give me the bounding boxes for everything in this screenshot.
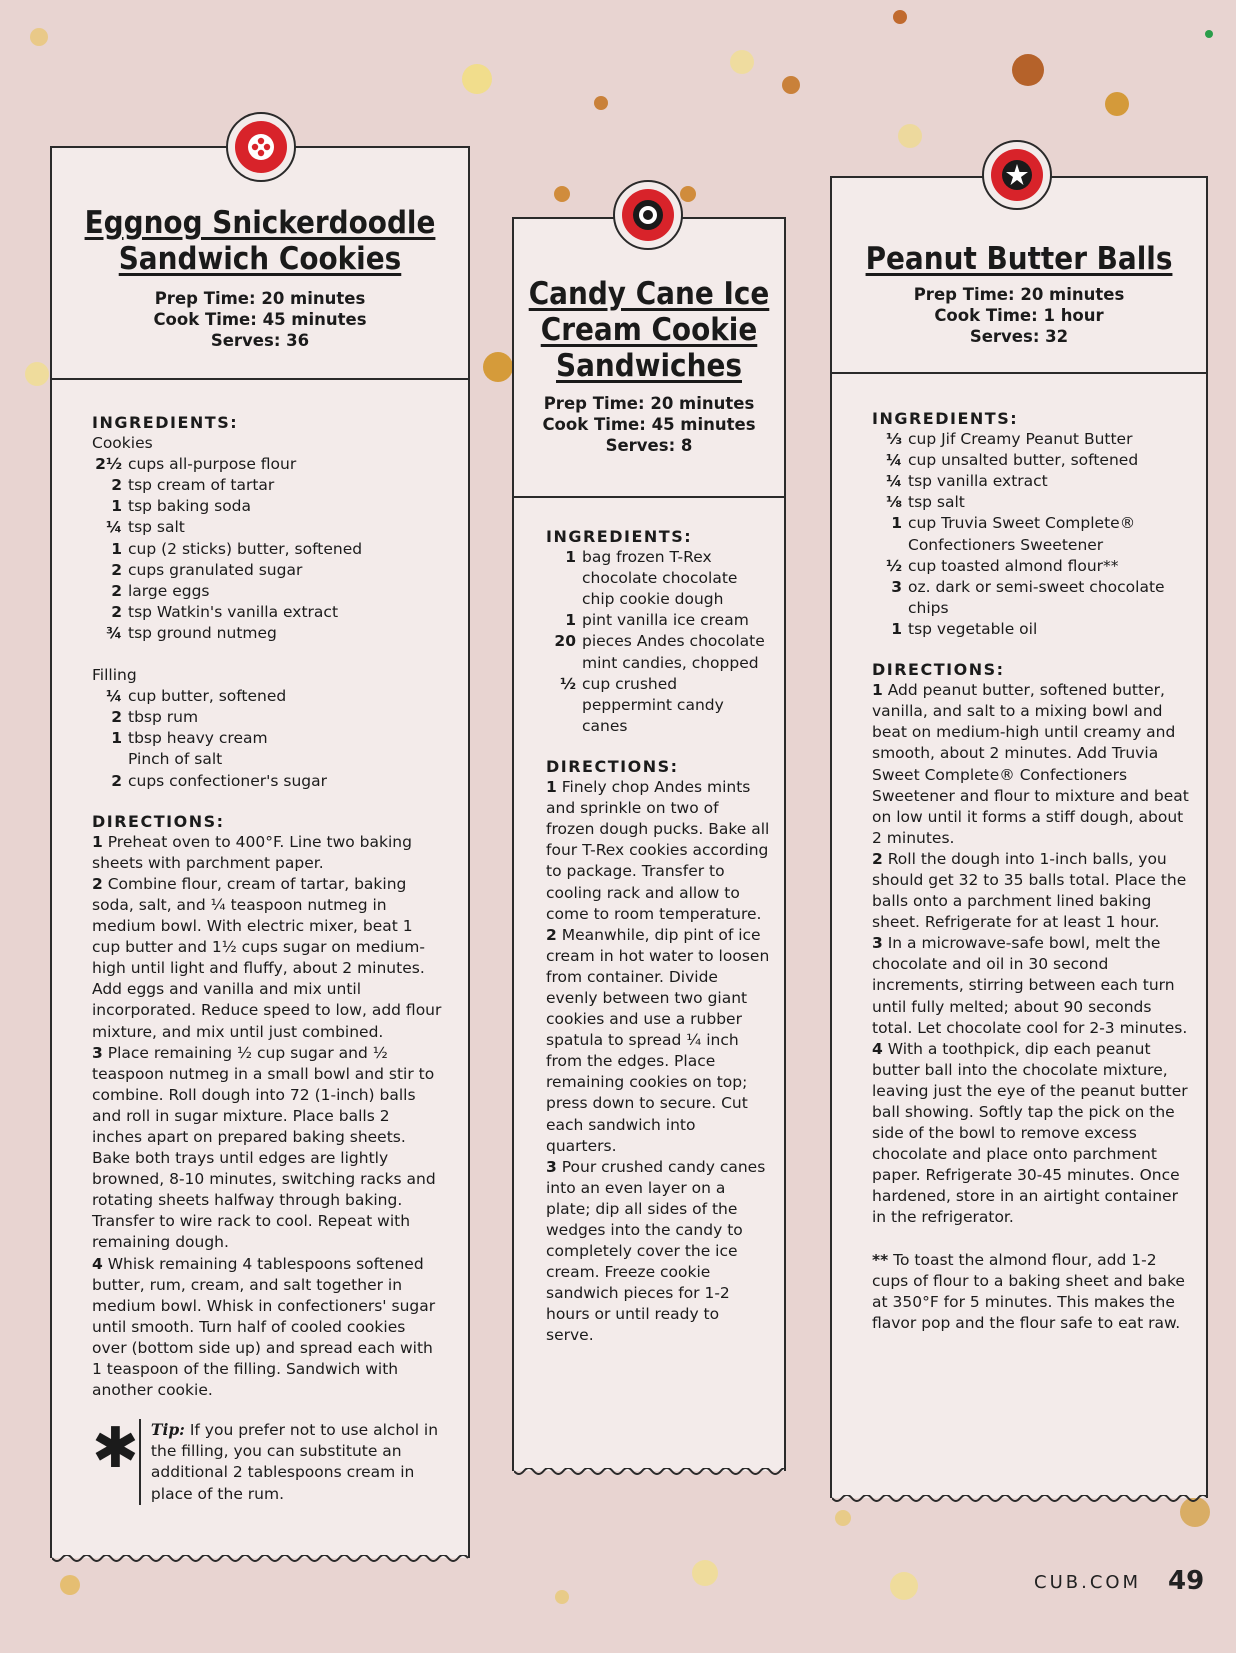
recipe-card-candy-cane — [512, 217, 786, 1471]
ingredient-text: tsp cream of tartar — [128, 476, 275, 495]
direction-step — [872, 849, 1192, 933]
step-number: 2 — [92, 874, 103, 893]
ingredient-list — [546, 547, 770, 737]
recipe-body — [52, 380, 468, 1505]
step-text: Finely chop Andes mints and sprinkle on two of frozen dough pucks. Bake all four T-Rex cookies according to package. Transfer to cooling rack and allow to come to room temperature. — [546, 778, 770, 923]
ingredient-item — [92, 517, 444, 538]
ingredient-quantity: 1 — [891, 514, 902, 533]
ingredient-text: tbsp rum — [128, 708, 199, 727]
ingredient-quantity: 2 — [111, 602, 122, 621]
ingredient-quantity: 1 — [111, 539, 122, 558]
buttons-icon — [246, 132, 276, 162]
ingredient-text: cup Truvia Sweet Complete® Confectioners Sweetener — [908, 514, 1136, 554]
ingredient-item — [92, 749, 444, 770]
direction-step — [92, 1043, 444, 1254]
ingredient-text: tsp Watkin's vanilla extract — [128, 602, 339, 621]
ingredient-quantity: ⅓ — [885, 430, 902, 449]
step-number: 1 — [872, 681, 883, 700]
ingredient-text: bag frozen T-Rex chocolate chocolate chip cookie dough — [582, 548, 738, 609]
ingredient-item — [92, 560, 444, 581]
step-text: Combine flour, cream of tartar, baking soda, salt, and ¼ teaspoon nutmeg in medium bowl. With electric mixer, beat 1 cup butter and 1½ cups sugar on medium-high until light and fluffy, about 2 minutes. Add eggs and vanilla and mix until incorporated. Reduce speed to low, add flour mixture, and mix until just combined. — [92, 874, 442, 1041]
ingredient-list — [872, 429, 1192, 640]
direction-step — [92, 832, 444, 874]
direction-step — [546, 777, 770, 925]
ingredient-text: cup (2 sticks) butter, softened — [128, 539, 363, 558]
ingredient-text: oz. dark or semi-sweet chocolate chips — [908, 577, 1165, 617]
ingredient-group-title: Filling — [92, 666, 137, 685]
ingredient-text: tsp baking soda — [128, 497, 252, 516]
ingredient-item — [546, 547, 770, 610]
ingredient-item — [92, 686, 444, 707]
star-icon — [1000, 158, 1034, 192]
directions-heading: DIRECTIONS: — [546, 756, 679, 776]
serves: Serves: 36 — [210, 330, 310, 350]
ingredient-quantity: ¼ — [105, 518, 122, 537]
ingredient-text: Pinch of salt — [128, 750, 223, 769]
direction-step — [546, 925, 770, 1157]
step-number: 3 — [872, 934, 883, 953]
tip-text: If you prefer not to use alchol in the filling, you can substitute an additional 2 tablespoons cream in place of the rum. — [150, 1421, 439, 1503]
recipe-header — [52, 148, 468, 380]
footer-site: CUB.COM — [1034, 1572, 1142, 1593]
step-number: 4 — [872, 1039, 883, 1058]
ingredient-item — [92, 496, 444, 517]
prep-time: Prep Time: 20 minutes — [543, 393, 755, 413]
ingredient-quantity: ½ — [885, 556, 902, 575]
direction-step — [872, 680, 1192, 849]
ingredient-item — [872, 556, 1192, 577]
step-number: 4 — [92, 1254, 103, 1273]
ingredient-text: cups granulated sugar — [128, 560, 303, 579]
step-text: With a toothpick, dip each peanut butter ball into the chocolate mixture, leaving just the eye of the peanut butter ball showing. Softly tap the pick on the side of the bowl to remove excess chocolate and place onto parchment paper. Refrigerate 30-45 minutes. Once hardened, store in an airtight container in the refrigerator. — [872, 1039, 1188, 1227]
directions-list — [872, 680, 1192, 1228]
step-number: 3 — [546, 1157, 557, 1176]
ingredient-text: tsp ground nutmeg — [128, 623, 277, 642]
cook-time: Cook Time: 45 minutes — [153, 309, 367, 329]
ingredient-text: cups all-purpose flour — [128, 455, 297, 474]
directions-list — [546, 777, 770, 1347]
step-text: Preheat oven to 400°F. Line two baking sheets with parchment paper. — [92, 832, 412, 872]
ingredient-item — [872, 619, 1192, 640]
ingredient-text: tsp vanilla extract — [908, 472, 1048, 491]
ingredient-quantity: ¼ — [105, 687, 122, 706]
recipe-title: Candy Cane Ice Cream Cookie Sandwiches — [528, 276, 770, 384]
ingredient-quantity: ¾ — [105, 623, 122, 642]
ingredient-text: tsp salt — [128, 518, 185, 537]
ingredient-quantity: 2½ — [95, 455, 122, 474]
ingredient-item — [546, 674, 770, 737]
ingredient-item — [92, 539, 444, 560]
ingredient-item — [92, 707, 444, 728]
ingredient-item — [546, 631, 770, 673]
ingredients-heading: INGREDIENTS: — [546, 527, 693, 546]
ingredient-list — [92, 454, 444, 644]
ingredient-text: large eggs — [128, 581, 210, 600]
ingredient-item — [872, 471, 1192, 492]
directions-list — [92, 832, 444, 1402]
ingredient-quantity: 2 — [111, 560, 122, 579]
ingredient-text: tsp salt — [908, 493, 965, 512]
recipe-title: Eggnog Snickerdoodle Sandwich Cookies — [84, 205, 436, 277]
prep-time: Prep Time: 20 minutes — [913, 284, 1125, 304]
prep-time: Prep Time: 20 minutes — [154, 288, 366, 308]
ingredient-quantity: 1 — [891, 619, 902, 638]
recipe-title: Peanut Butter Balls — [865, 241, 1173, 277]
ingredient-quantity — [92, 749, 128, 770]
serves: Serves: 32 — [969, 326, 1069, 346]
direction-step — [92, 1254, 444, 1402]
wavy-edge — [52, 1555, 468, 1567]
step-number: 1 — [92, 832, 103, 851]
direction-step — [872, 933, 1192, 1038]
ingredient-quantity: 2 — [111, 581, 122, 600]
ingredient-quantity: ¼ — [885, 451, 902, 470]
recipe-body — [514, 498, 784, 1347]
asterisk-icon: ✱ — [92, 1416, 139, 1482]
recipe-header — [514, 219, 784, 498]
serves: Serves: 8 — [605, 435, 693, 455]
direction-step — [546, 1157, 770, 1347]
ingredient-text: cup crushed peppermint candy canes — [582, 674, 724, 735]
ingredient-item — [872, 450, 1192, 471]
ingredient-item — [92, 475, 444, 496]
ingredient-item — [872, 492, 1192, 513]
badge-eggnog — [226, 112, 296, 182]
page-number: 49 — [1168, 1566, 1205, 1596]
direction-step — [872, 1039, 1192, 1229]
ingredient-quantity: 1 — [565, 548, 576, 567]
ingredient-text: cup butter, softened — [128, 687, 287, 706]
ingredient-text: tbsp heavy cream — [128, 729, 268, 748]
ingredient-item — [92, 581, 444, 602]
ingredient-item — [92, 771, 444, 792]
wavy-edge — [832, 1495, 1206, 1507]
badge-peanut-butter — [982, 140, 1052, 210]
ingredient-group-title: Cookies — [92, 434, 153, 453]
ingredient-item — [872, 513, 1192, 555]
ingredient-text: cup Jif Creamy Peanut Butter — [908, 430, 1133, 449]
ingredient-quantity: 20 — [554, 632, 576, 651]
cook-time: Cook Time: 1 hour — [934, 305, 1104, 325]
direction-step — [92, 874, 444, 1043]
recipe-card-eggnog — [50, 146, 470, 1558]
ingredient-item — [872, 429, 1192, 450]
ingredients-heading: INGREDIENTS: — [92, 413, 239, 432]
bullseye-icon — [631, 198, 665, 232]
ingredient-item — [92, 623, 444, 644]
step-text: In a microwave-safe bowl, melt the chocolate and oil in 30 second increments, stirring between each turn until fully melted; about 90 seconds total. Let chocolate cool for 2-3 minutes. — [872, 934, 1188, 1037]
ingredient-item — [92, 602, 444, 623]
tip-box — [92, 1416, 444, 1504]
ingredient-text: cups confectioner's sugar — [128, 771, 328, 790]
step-text: Pour crushed candy canes into an even layer on a plate; dip all sides of the wedges into the candy to completely cover the ice cream. Freeze cookie sandwich pieces for 1-2 hours or until ready to serve. — [546, 1157, 766, 1345]
directions-heading: DIRECTIONS: — [92, 811, 225, 831]
ingredient-item — [92, 454, 444, 475]
ingredient-quantity: 1 — [111, 729, 122, 748]
recipe-card-peanut-butter — [830, 176, 1208, 1498]
step-text: Whisk remaining 4 tablespoons softened butter, rum, cream, and salt together in medium bowl. Whisk in confectioners' sugar until smooth. Turn half of cooled cookies over (bottom side up) and spread each with 1 teaspoon of the filling. Sandwich with another cookie. — [92, 1254, 436, 1400]
step-text: Add peanut butter, softened butter, vanilla, and salt to a mixing bowl and beat on medium-high until creamy and smooth, about 2 minutes. Add Truvia Sweet Complete® Confectioners Sweetener and flour to mixture and beat on low until it forms a stiff dough, about 2 minutes. — [872, 681, 1189, 847]
ingredient-text: cup toasted almond flour** — [908, 556, 1119, 575]
ingredient-quantity: 2 — [111, 771, 122, 790]
ingredient-item — [872, 577, 1192, 619]
ingredient-quantity: ⅛ — [885, 493, 902, 512]
ingredient-quantity: 1 — [111, 497, 122, 516]
ingredient-text: pint vanilla ice cream — [582, 611, 749, 630]
step-number: 1 — [546, 778, 557, 797]
step-number: 2 — [546, 925, 557, 944]
ingredient-quantity: 1 — [565, 611, 576, 630]
ingredient-text: tsp vegetable oil — [908, 619, 1038, 638]
directions-heading: DIRECTIONS: — [872, 660, 1005, 680]
step-number: 3 — [92, 1043, 103, 1062]
step-number: 2 — [872, 849, 883, 868]
ingredients-heading: INGREDIENTS: — [872, 409, 1019, 428]
step-text: Meanwhile, dip pint of ice cream in hot water to loosen from container. Divide evenly between two giant cookies and use a rubber spatula to spread ¼ inch from the edges. Place remaining cookies on top; press down to secure. Cut each sandwich into quarters. — [546, 925, 770, 1155]
cook-time: Cook Time: 45 minutes — [542, 414, 756, 434]
ingredient-item — [92, 728, 444, 749]
ingredient-quantity: 2 — [111, 476, 122, 495]
ingredient-list — [92, 686, 444, 791]
ingredient-quantity: ½ — [559, 674, 576, 693]
ingredient-text: cup unsalted butter, softened — [908, 451, 1139, 470]
tip-label: Tip: — [150, 1420, 185, 1440]
footnote: ** To toast the almond flour, add 1-2 cups of flour to a baking sheet and bake at 350°F for 5 minutes. This makes the flavor pop and the flour safe to eat raw. — [872, 1250, 1185, 1332]
ingredient-quantity: ¼ — [885, 472, 902, 491]
step-text: Place remaining ½ cup sugar and ½ teaspoon nutmeg in a small bowl and stir to combine. Roll dough into 72 (1-inch) balls and roll in sugar mixture. Place balls 2 inches apart on prepared baking sheets. Bake both trays until edges are lightly browned, 8-10 minutes, switching racks and rotating sheets halfway through baking. Transfer to wire rack to cool. Repeat with remaining dough. — [92, 1043, 436, 1252]
ingredient-quantity: 3 — [891, 577, 902, 596]
recipe-body — [832, 374, 1206, 1334]
badge-candy-cane — [613, 180, 683, 250]
ingredient-item — [546, 610, 770, 631]
step-text: Roll the dough into 1-inch balls, you should get 32 to 35 balls total. Place the balls onto a parchment lined baking sheet. Refrigerate for at least 1 hour. — [872, 849, 1187, 932]
wavy-edge — [514, 1468, 784, 1480]
ingredient-text: pieces Andes chocolate mint candies, chopped — [582, 632, 765, 672]
ingredient-quantity: 2 — [111, 708, 122, 727]
